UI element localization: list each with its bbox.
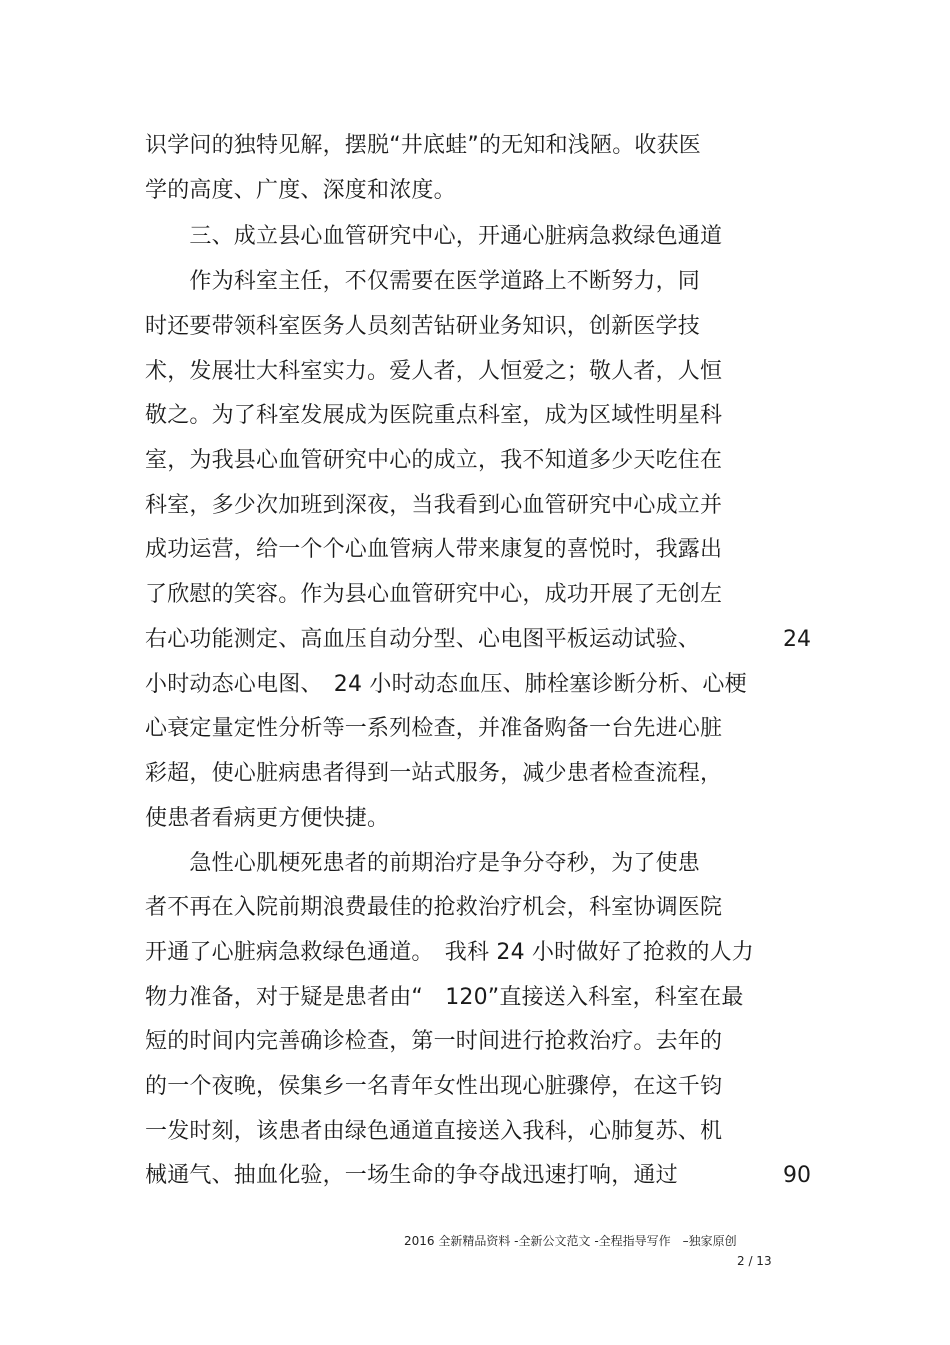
text-line: 科室，多少次加班到深夜，当我看到心血管研究中心成立并 [145, 493, 723, 518]
page-number: 2 / 13 [737, 1254, 772, 1268]
side-number: 90 [783, 1163, 811, 1188]
text-line: 了欣慰的笑容。作为县心血管研究中心，成功开展了无创左 [145, 582, 723, 607]
text-line: 心衰定量定性分析等一系列检查，并准备购备一台先进心脏 [145, 716, 723, 741]
text-line: 小时动态心电图、 24 小时动态血压、肺栓塞诊断分析、心梗 [145, 672, 747, 697]
text-line: 物力准备，对于疑是患者由“ 120”直接送入科室，科室在最 [145, 985, 744, 1010]
text-line: 使患者看病更方便快捷。 [145, 806, 390, 831]
text-line: 术，发展壮大科室实力。爱人者，人恒爱之；敬人者，人恒 [145, 359, 723, 384]
text-line: 短的时间内完善确诊检查，第一时间进行抢救治疗。去年的 [145, 1029, 723, 1054]
text-line: 械通气、抽血化验，一场生命的争夺战迅速打响，通过 [145, 1163, 678, 1188]
text-line: 识学问的独特见解，摆脱“井底蛙”的无知和浅陋。收获医 [145, 133, 701, 158]
text-line: 学的高度、广度、深度和浓度。 [145, 178, 456, 203]
text-line: 作为科室主任，不仅需要在医学道路上不断努力，同 [145, 269, 701, 294]
text-line: 右心功能测定、高血压自动分型、心电图平板运动试验、 [145, 627, 701, 652]
text-line: 时还要带领科室医务人员刻苦钻研业务知识，创新医学技 [145, 314, 701, 339]
text-line: 的一个夜晚，侯集乡一名青年女性出现心脏骤停，在这千钧 [145, 1074, 723, 1099]
text-line: 者不再在入院前期浪费最佳的抢救治疗机会，科室协调医院 [145, 895, 723, 920]
text-line: 成功运营，给一个个心血管病人带来康复的喜悦时，我露出 [145, 537, 723, 562]
text-line: 彩超，使心脏病患者得到一站式服务，减少患者检查流程， [145, 761, 723, 786]
side-number: 24 [783, 627, 811, 652]
text-line: 一发时刻，该患者由绿色通道直接送入我科，心肺复苏、机 [145, 1119, 723, 1144]
text-line: 急性心肌梗死患者的前期治疗是争分夺秒，为了使患 [145, 851, 701, 876]
text-line: 敬之。为了科室发展成为医院重点科室，成为区域性明星科 [145, 403, 723, 428]
section-heading: 三、成立县心血管研究中心，开通心脏病急救绿色通道 [145, 224, 723, 249]
text-line: 开通了心脏病急救绿色通道。 我科 24 小时做好了抢救的人力 [145, 940, 754, 965]
footer-note: 2016 全新精品资料 -全新公文范文 -全程指导写作 –独家原创 [404, 1234, 737, 1248]
text-line: 室，为我县心血管研究中心的成立，我不知道多少天吃住在 [145, 448, 723, 473]
